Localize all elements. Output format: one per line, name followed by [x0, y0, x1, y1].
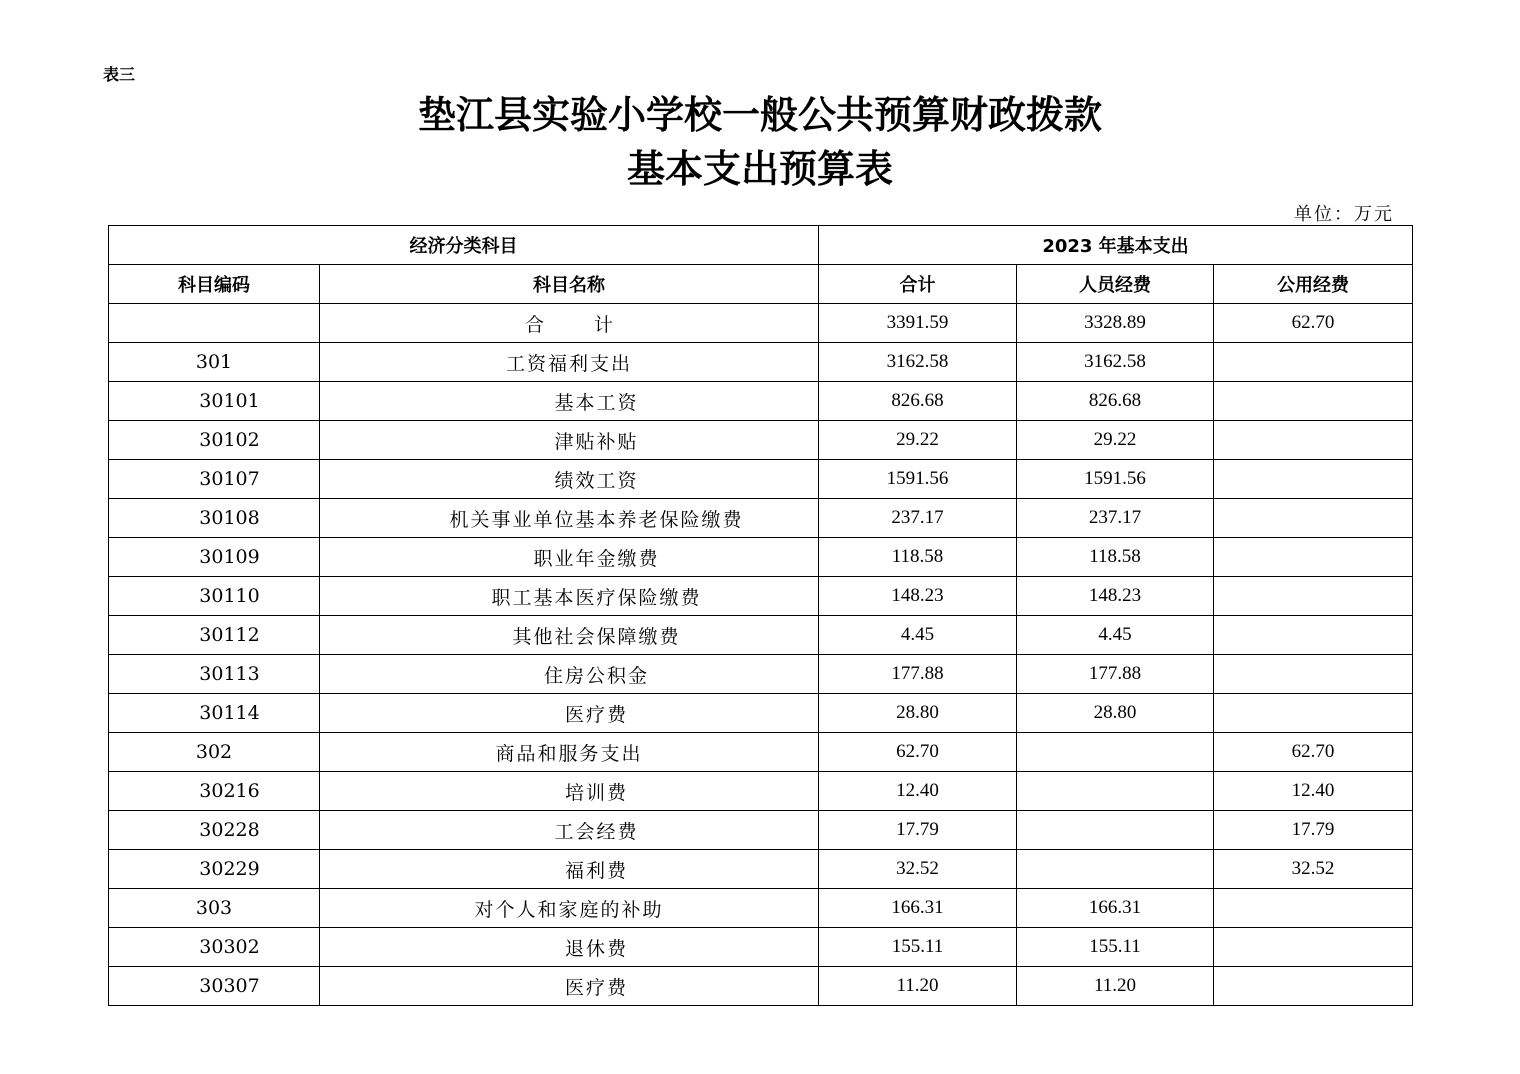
total-row — [109, 304, 1413, 343]
table-row — [109, 421, 1413, 460]
public-expense-cell — [1214, 382, 1413, 421]
public-expense-cell — [1214, 460, 1413, 499]
public-expense-cell — [1214, 343, 1413, 382]
table-row — [109, 655, 1413, 694]
subject-name-cell: 医疗费 — [320, 694, 819, 733]
total-code-cell — [109, 304, 320, 343]
subject-code-cell: 303 — [109, 889, 320, 928]
header-group-row — [109, 226, 1413, 265]
public-expense-cell — [1214, 655, 1413, 694]
public-expense-cell — [1214, 499, 1413, 538]
public-expense-cell: 12.40 — [1214, 772, 1413, 811]
table-row — [109, 616, 1413, 655]
public-expense-cell — [1214, 421, 1413, 460]
table-row — [109, 967, 1413, 1006]
public-expense-cell — [1214, 889, 1413, 928]
public-expense-cell — [1214, 928, 1413, 967]
subject-code-cell: 30112 — [109, 616, 320, 655]
public-expense-cell — [1214, 694, 1413, 733]
total-cell: 177.88 — [819, 655, 1017, 694]
public-expense-cell: 17.79 — [1214, 811, 1413, 850]
subject-name-cell: 职业年金缴费 — [320, 538, 819, 577]
subject-code-cell: 30102 — [109, 421, 320, 460]
personnel-expense-cell: 148.23 — [1017, 577, 1214, 616]
subject-code-cell: 30109 — [109, 538, 320, 577]
table-row — [109, 577, 1413, 616]
subject-code-cell: 30228 — [109, 811, 320, 850]
page-subtitle: 基本支出预算表 — [626, 146, 893, 191]
table-row — [109, 460, 1413, 499]
total-cell: 826.68 — [819, 382, 1017, 421]
personnel-expense-cell: 237.17 — [1017, 499, 1214, 538]
subject-name-cell: 福利费 — [320, 850, 819, 889]
total-personnel-cell: 3328.89 — [1017, 304, 1214, 343]
table-row — [109, 889, 1413, 928]
subject-name-cell: 医疗费 — [320, 967, 819, 1006]
table-label: 表三 — [103, 65, 136, 84]
total-cell: 148.23 — [819, 577, 1017, 616]
table-row — [109, 733, 1413, 772]
personnel-expense-cell: 4.45 — [1017, 616, 1214, 655]
subject-name-cell: 职工基本医疗保险缴费 — [320, 577, 819, 616]
subject-code-cell: 30302 — [109, 928, 320, 967]
subject-code-cell: 30110 — [109, 577, 320, 616]
subject-name-cell: 机关事业单位基本养老保险缴费 — [320, 499, 819, 538]
subject-name-cell: 退休费 — [320, 928, 819, 967]
header-public-expense: 公用经费 — [1214, 265, 1413, 304]
personnel-expense-cell: 177.88 — [1017, 655, 1214, 694]
table-row — [109, 382, 1413, 421]
subject-code-cell: 301 — [109, 343, 320, 382]
subject-code-cell: 30101 — [109, 382, 320, 421]
subject-name-cell: 住房公积金 — [320, 655, 819, 694]
total-cell: 28.80 — [819, 694, 1017, 733]
subject-code-cell: 30107 — [109, 460, 320, 499]
unit-label: 单位：万元 — [1294, 204, 1394, 225]
personnel-expense-cell: 29.22 — [1017, 421, 1214, 460]
public-expense-cell — [1214, 616, 1413, 655]
total-cell: 32.52 — [819, 850, 1017, 889]
total-cell: 62.70 — [819, 733, 1017, 772]
personnel-expense-cell: 11.20 — [1017, 967, 1214, 1006]
total-cell: 12.40 — [819, 772, 1017, 811]
header-total: 合计 — [819, 265, 1017, 304]
table-row — [109, 928, 1413, 967]
header-column-row — [109, 265, 1413, 304]
total-cell: 118.58 — [819, 538, 1017, 577]
total-cell: 17.79 — [819, 811, 1017, 850]
personnel-expense-cell — [1017, 733, 1214, 772]
subject-name-cell: 津贴补贴 — [320, 421, 819, 460]
total-cell: 155.11 — [819, 928, 1017, 967]
personnel-expense-cell: 118.58 — [1017, 538, 1214, 577]
total-cell: 29.22 — [819, 421, 1017, 460]
subject-name-cell: 工会经费 — [320, 811, 819, 850]
subject-name-cell: 培训费 — [320, 772, 819, 811]
personnel-expense-cell: 155.11 — [1017, 928, 1214, 967]
public-expense-cell — [1214, 577, 1413, 616]
public-expense-cell — [1214, 538, 1413, 577]
total-cell: 1591.56 — [819, 460, 1017, 499]
total-cell: 3162.58 — [819, 343, 1017, 382]
table-row — [109, 772, 1413, 811]
subject-code-cell: 302 — [109, 733, 320, 772]
header-economic-classification: 经济分类科目 — [109, 226, 819, 265]
table-row — [109, 343, 1413, 382]
subject-code-cell: 30108 — [109, 499, 320, 538]
personnel-expense-cell: 166.31 — [1017, 889, 1214, 928]
personnel-expense-cell: 1591.56 — [1017, 460, 1214, 499]
header-subject-name: 科目名称 — [320, 265, 819, 304]
subject-code-cell: 30114 — [109, 694, 320, 733]
table-row — [109, 499, 1413, 538]
total-cell: 4.45 — [819, 616, 1017, 655]
header-basic-expenditure-year: 2023 年基本支出 — [819, 226, 1413, 265]
subject-code-cell: 30216 — [109, 772, 320, 811]
table-row — [109, 694, 1413, 733]
page-title: 垫江县实验小学校一般公共预算财政拨款 — [417, 92, 1102, 137]
personnel-expense-cell: 826.68 — [1017, 382, 1214, 421]
subject-name-cell: 基本工资 — [320, 382, 819, 421]
public-expense-cell: 32.52 — [1214, 850, 1413, 889]
personnel-expense-cell — [1017, 772, 1214, 811]
subject-name-cell: 工资福利支出 — [320, 343, 819, 382]
header-subject-code: 科目编码 — [109, 265, 320, 304]
subject-code-cell: 30229 — [109, 850, 320, 889]
personnel-expense-cell: 28.80 — [1017, 694, 1214, 733]
public-expense-cell — [1214, 967, 1413, 1006]
total-label-cell: 合 计 — [320, 304, 819, 343]
total-public-cell: 62.70 — [1214, 304, 1413, 343]
public-expense-cell: 62.70 — [1214, 733, 1413, 772]
total-cell: 166.31 — [819, 889, 1017, 928]
subject-name-cell: 对个人和家庭的补助 — [320, 889, 819, 928]
personnel-expense-cell — [1017, 850, 1214, 889]
header-personnel-expense: 人员经费 — [1017, 265, 1214, 304]
total-total-cell: 3391.59 — [819, 304, 1017, 343]
subject-name-cell: 商品和服务支出 — [320, 733, 819, 772]
table-row — [109, 811, 1413, 850]
subject-code-cell: 30113 — [109, 655, 320, 694]
personnel-expense-cell — [1017, 811, 1214, 850]
total-cell: 237.17 — [819, 499, 1017, 538]
subject-code-cell: 30307 — [109, 967, 320, 1006]
budget-table — [108, 225, 1413, 1006]
total-cell: 11.20 — [819, 967, 1017, 1006]
subject-name-cell: 绩效工资 — [320, 460, 819, 499]
subject-name-cell: 其他社会保障缴费 — [320, 616, 819, 655]
table-row — [109, 850, 1413, 889]
personnel-expense-cell: 3162.58 — [1017, 343, 1214, 382]
table-row — [109, 538, 1413, 577]
